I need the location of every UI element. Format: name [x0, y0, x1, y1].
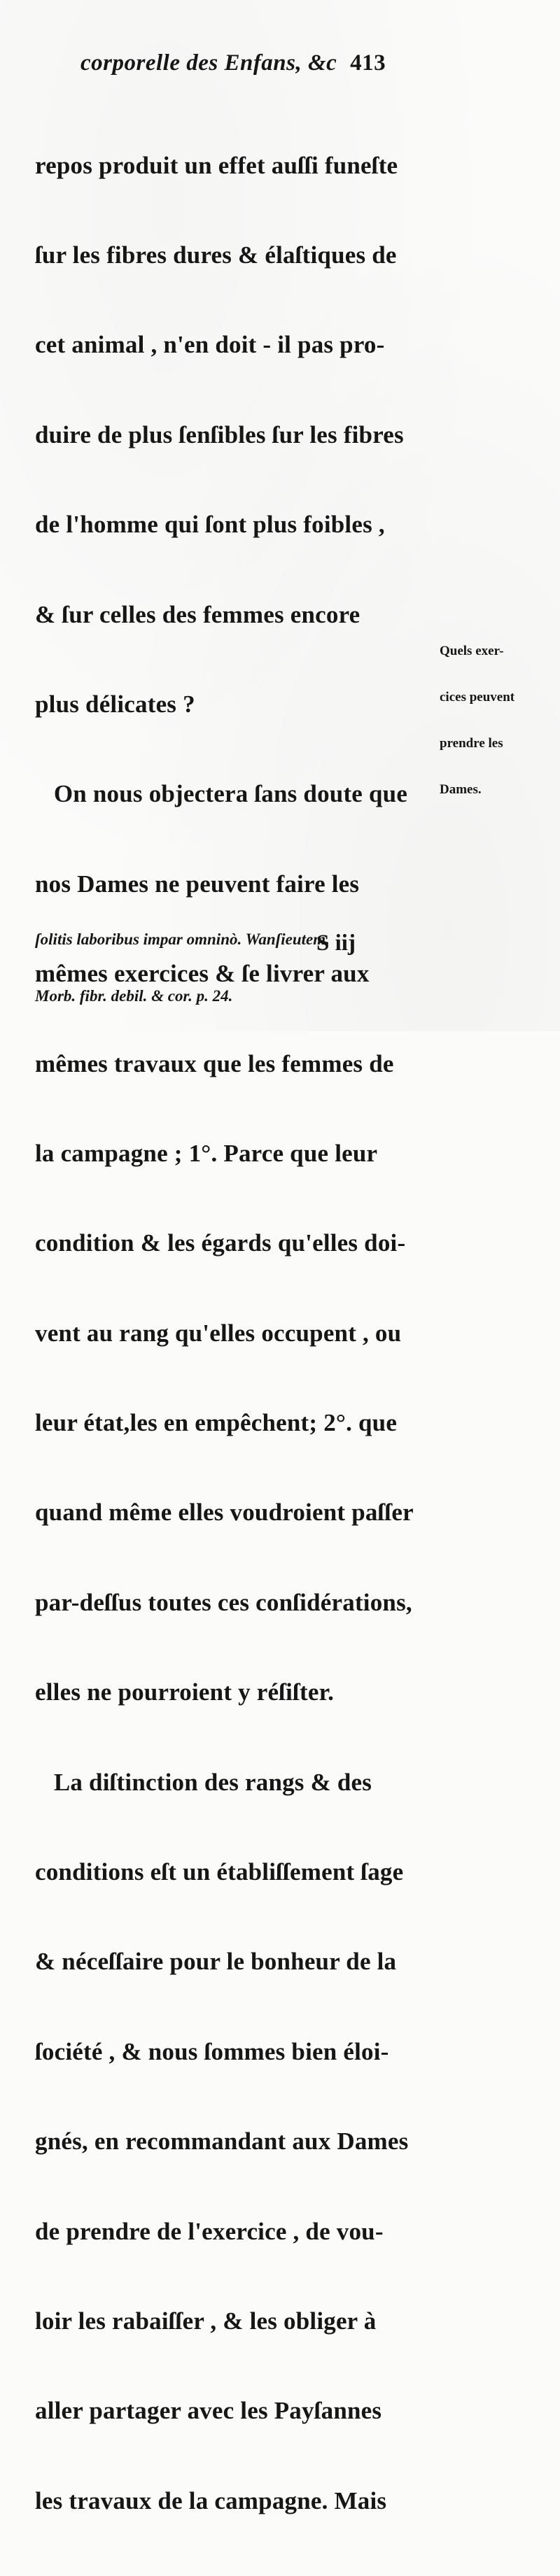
text-line: On nous objectera ſans doute que	[35, 780, 408, 808]
text-line: aller partager avec les Payſannes	[35, 2397, 382, 2425]
text-line: La diſtinction des rangs & des	[35, 1768, 372, 1796]
footnote	[35, 892, 525, 1043]
text-line: les travaux de la campagne. Mais	[35, 2486, 387, 2514]
text-line: ſociété , & nous ſommes bien éloi-	[35, 2037, 389, 2065]
text-line: elles ne pourroient y réſiſter.	[35, 1678, 335, 1706]
page-number: 413	[350, 50, 386, 76]
text-line: ſur les fibres dures & élaſtiques de	[35, 241, 397, 269]
text-line: conditions eſt un établiſſement ſage	[35, 1858, 404, 1886]
text-line: leur état,les en empêchent; 2°. que	[35, 1409, 398, 1437]
text-line: gnés, en recommandant aux Dames	[35, 2128, 409, 2156]
body-text	[35, 91, 434, 2576]
margin-note-line: prendre les	[440, 736, 503, 751]
running-head	[80, 50, 430, 76]
text-line: de l'homme qui ſont plus foibles ,	[35, 511, 385, 539]
footnote-line: Morb. fibr. debil. & cor. p. 24.	[35, 987, 233, 1005]
text-line: mêmes travaux que les femmes de	[35, 1049, 394, 1077]
text-line: mêmes exercices & ſe livrer aux	[35, 960, 370, 988]
text-line: plus délicates ?	[35, 690, 195, 718]
margin-note-line: Dames.	[440, 782, 482, 797]
text-line: cet animal , n'en doit - il pas pro-	[35, 331, 385, 359]
text-line: vent au rang qu'elles occupent , ou	[35, 1319, 402, 1347]
margin-note	[440, 613, 559, 828]
text-line: duire de plus ſenſibles ſur les fibres	[35, 420, 404, 448]
text-line: quand même elles voudroient paſſer	[35, 1499, 414, 1527]
text-line: de prendre de l'exercice , de vou-	[35, 2217, 384, 2245]
text-line: nos Dames ne peuvent faire les	[35, 870, 360, 898]
margin-note-line: cices peuvent	[440, 690, 515, 705]
text-line: & néceſſaire pour le bonheur de la	[35, 1948, 397, 1976]
margin-note-line: Quels exer-	[440, 644, 504, 658]
text-line: la campagne ; 1°. Parce que leur	[35, 1139, 378, 1167]
text-line: par-deſſus toutes ces conſidérations,	[35, 1588, 412, 1616]
text-line: loir les rabaiſſer , & les obliger à	[35, 2307, 377, 2335]
running-head-title: corporelle des Enfans, &c	[80, 50, 337, 76]
footnote-line: ſolitis laboribus impar omninò. Wanſieutem.	[35, 930, 330, 948]
text-line: & ſur celles des femmes encore	[35, 600, 360, 628]
signature-mark: S iij	[316, 930, 356, 956]
text-line: condition & les égards qu'elles doi-	[35, 1229, 406, 1257]
text-line: repos produit un effet auſſi funeſte	[35, 151, 398, 179]
